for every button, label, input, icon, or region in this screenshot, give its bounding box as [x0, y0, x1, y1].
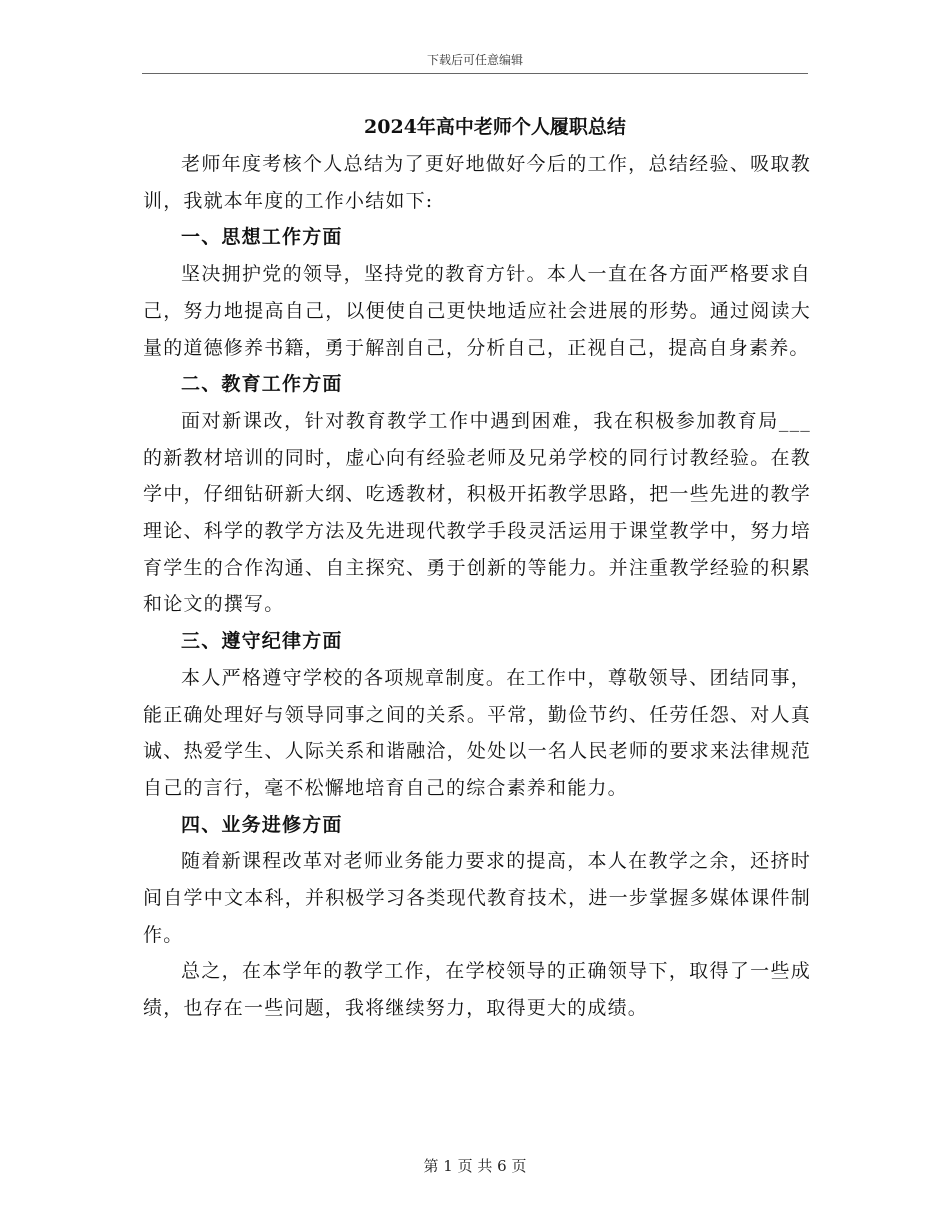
page-header: 下载后可任意编辑	[426, 53, 523, 67]
conclusion-paragraph: 总之，在本学年的教学工作，在学校领导的正确领导下，取得了一些成绩，也存在一些问题，我将继续努力，取得更大的成绩。	[143, 960, 811, 1020]
intro-paragraph: 老师年度考核个人总结为了更好地做好今后的工作，总结经验、吸取教训，我就本年度的工作小结如下:	[143, 153, 811, 212]
page-number-footer: 第 1 页 共 6 页	[423, 1157, 527, 1175]
section-heading-education: 二、教育工作方面	[181, 373, 343, 396]
section-paragraph-education: 面对新课改，针对教育教学工作中遇到困难，我在积极参加教育局___的新教材培训的同时，虚心向有经验老师及兄弟学校的同行讨教经验。在教学中，仔细钻研新大纲、吃透教材，积极开拓教学思路，把一些先进的教学理论、科学的教学方法及先进现代教学手段灵活运用于课堂教学中，努力培育学生的合作沟通、自主探究、勇于创新的等能力。并注重教学经验的积累和论文的撰写。	[143, 409, 811, 616]
section-heading-ideology: 一、思想工作方面	[181, 226, 343, 249]
section-paragraph-discipline: 本人严格遵守学校的各项规章制度。在工作中，尊敬领导、团结同事，能正确处理好与领导同事之间的关系。平常，勤俭节约、任劳任怨、对人真诚、热爱学生、人际关系和谐融洽，处处以一名人民老师的要求来法律规范自己的言行，毫不松懈地培育自己的综合素养和能力。	[143, 666, 811, 799]
section-paragraph-ideology: 坚决拥护党的领导，坚持党的教育方针。本人一直在各方面严格要求自己，努力地提高自己，以便使自己更快地适应社会进展的形势。通过阅读大量的道德修养书籍，勇于解剖自己，分析自己，正视自己，提高自身素养。	[143, 263, 811, 359]
header-divider	[142, 73, 808, 74]
document-body	[143, 146, 811, 1027]
document-title: 2024年高中老师个人履职总结	[364, 116, 626, 138]
section-heading-training: 四、业务进修方面	[181, 813, 343, 836]
section-heading-discipline: 三、遵守纪律方面	[181, 630, 343, 653]
section-paragraph-training: 随着新课程改革对老师业务能力要求的提高，本人在教学之余，还挤时间自学中文本科，并积极学习各类现代教育技术，进一步掌握多媒体课件制作。	[143, 850, 811, 946]
